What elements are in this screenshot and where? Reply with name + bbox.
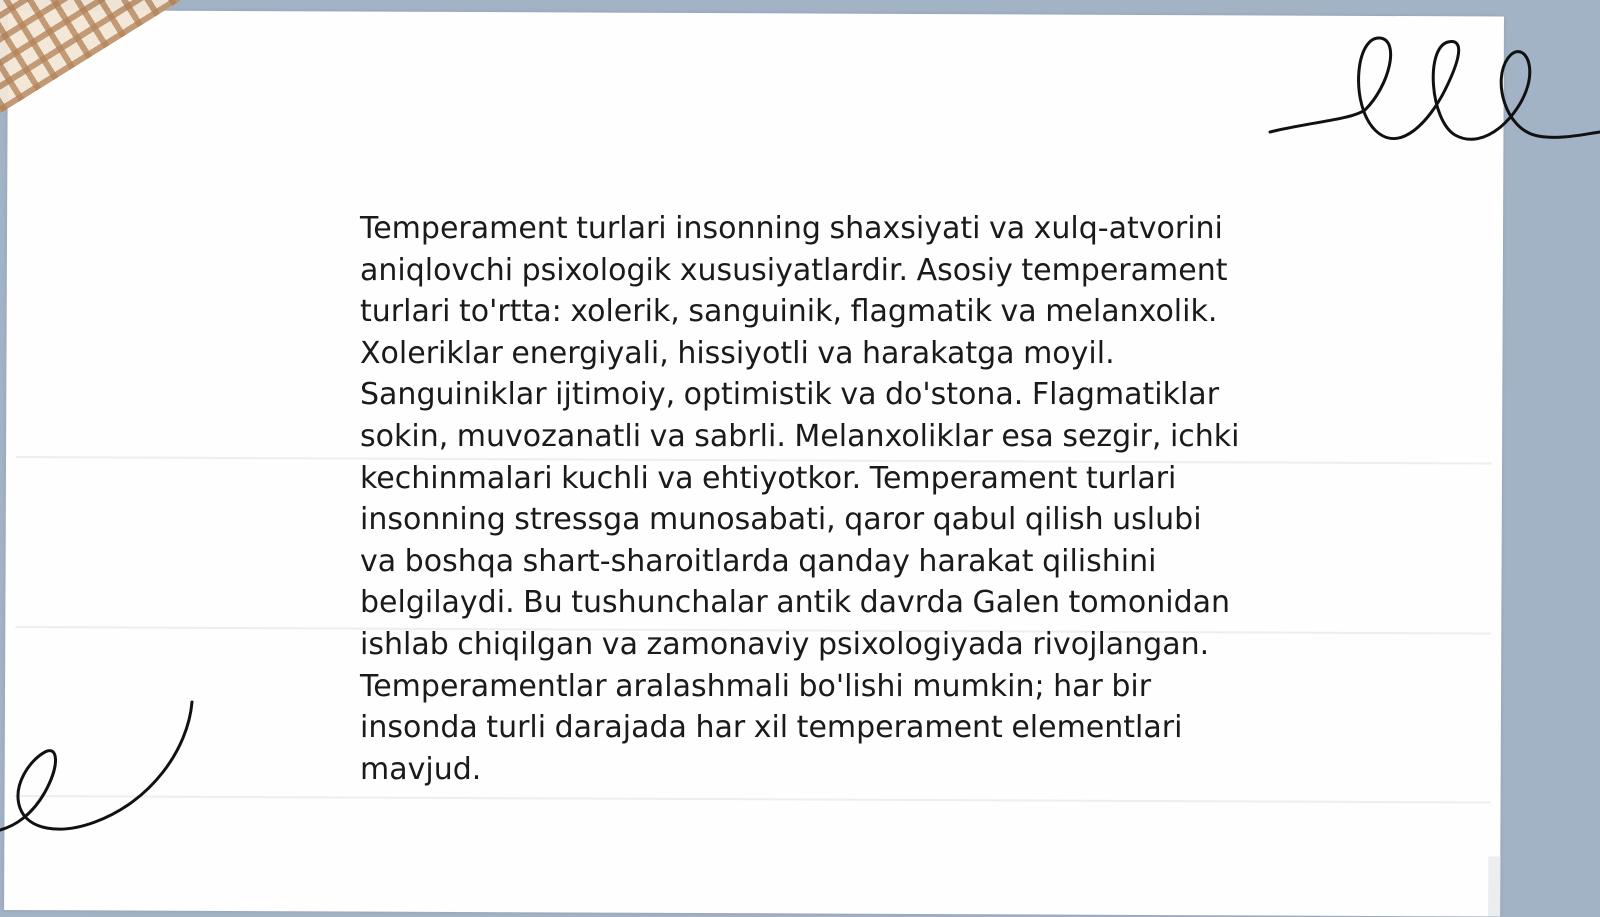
paper-edge-shadow: [1488, 856, 1500, 916]
body-paragraph: Temperament turlari insonning shaxsiyati va xulq-atvorini aniqlovchi psixologik xususiyatlardir. Asosiy temperament turlari to'rtta: xolerik, sanguinik, flagmatik va melanxolik. Xoleriklar energiyali, hissiyotli va harakatga moyil. Sanguiniklar ijtimoiy, optimistik va do'stona. Flagmatiklar sokin, muvozanatli va sabrli. Melanxoliklar esa sezgir, ichki kechinmalari kuchli va ehtiyotkor. Temperament turlari insonning stressga munosabati, qaror qabul qilish uslubi va boshqa shart-sharoitlarda qanday harakat qilishini belgilaydi. Bu tushunchalar antik davrda Galen tomonidan ishlab chiqilgan va zamonaviy psixologiyada rivojlangan. Temperamentlar aralashmali bo'lishi mumkin; har bir insonda turli darajada har xil temperament elementlari mavjud.: [360, 211, 1240, 787]
paper-fold-line: [15, 795, 1491, 803]
loop-scribble-icon: [1270, 30, 1600, 160]
swirl-scribble-icon: [0, 690, 200, 840]
